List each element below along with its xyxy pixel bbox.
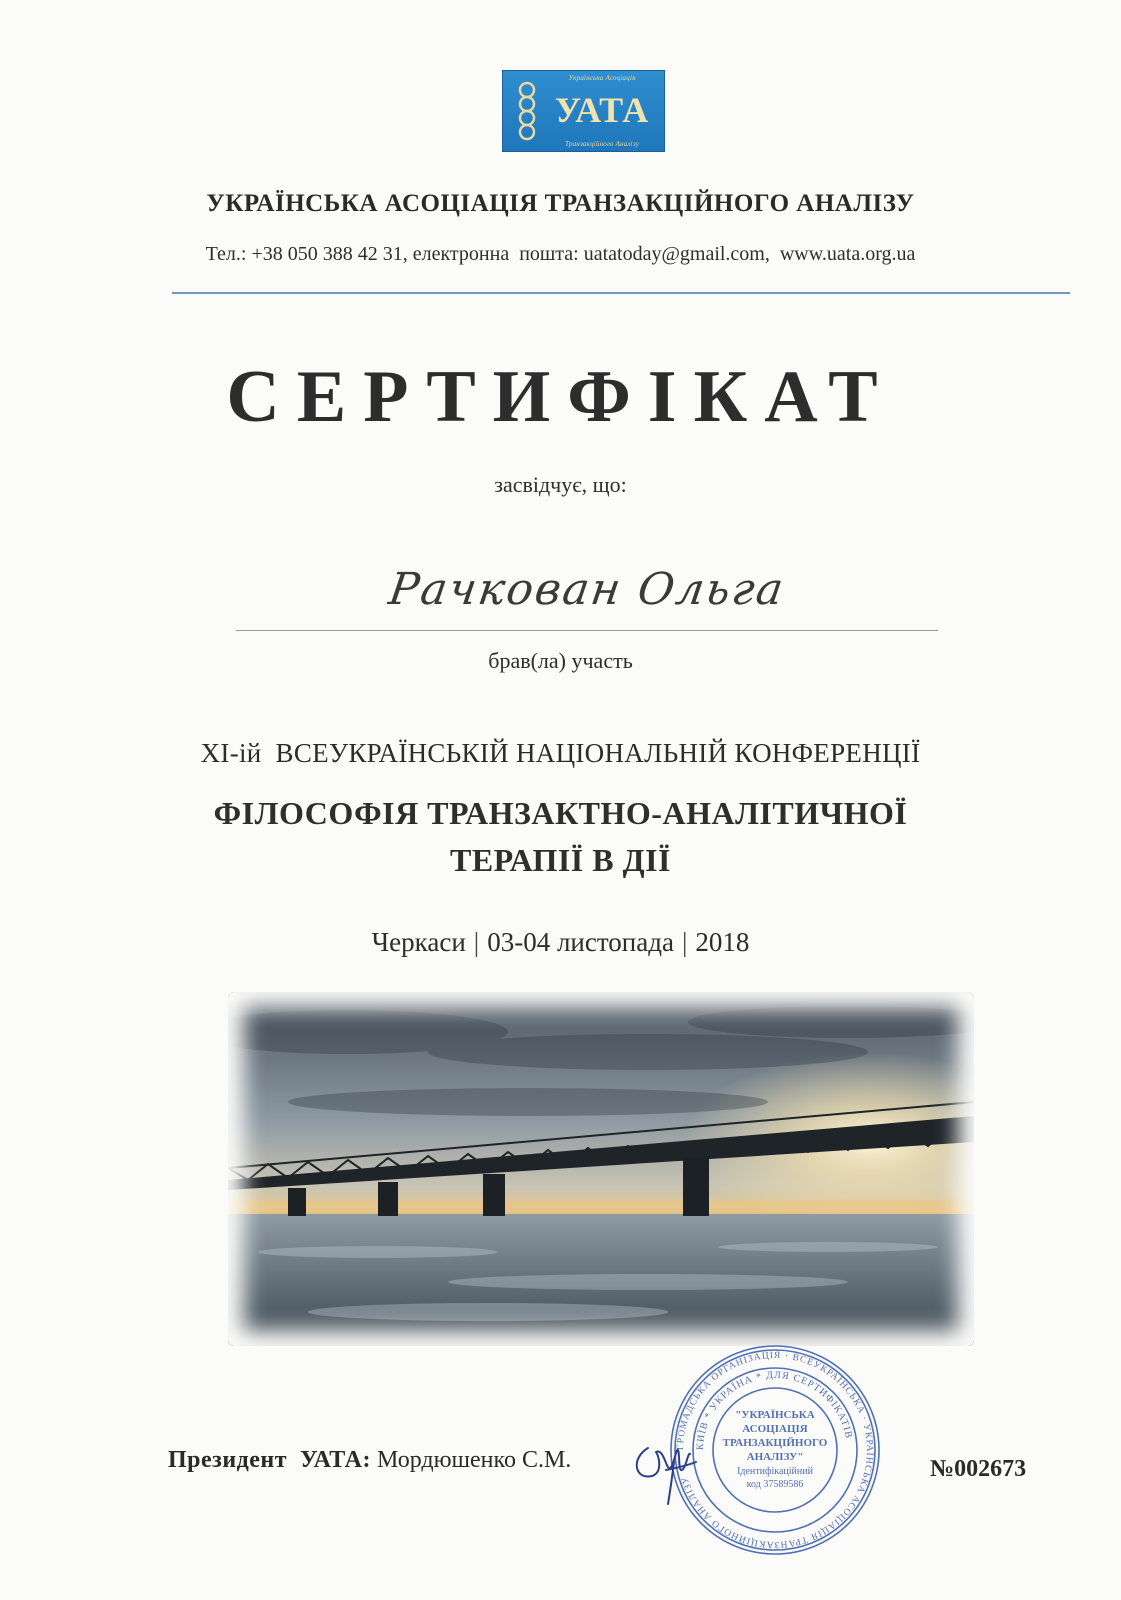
topic-line-1: ФІЛОСОФІЯ ТРАНЗАКТНО-АНАЛІТИЧНОЇ <box>213 795 908 831</box>
certificate-number: №002673 <box>930 1456 1027 1482</box>
stamp-center-2: АСОЦІАЦІЯ <box>742 1423 808 1435</box>
certifies-text: засвідчує, що: <box>494 472 627 497</box>
event-city: Черкаси <box>371 927 466 957</box>
logo-top-line: Українська Асоціація <box>568 74 636 82</box>
separator: | <box>681 927 688 957</box>
recipient-name: Рачкован Ольга <box>385 564 789 615</box>
stamp-center-5: Ідентифікаційний <box>737 1466 813 1477</box>
stamp-center-4: АНАЛІЗУ" <box>746 1451 804 1463</box>
stamp-ring-text: ГРОМАДСЬКА ОРГАНІЗАЦІЯ · ВСЕУКРАЇНСЬКА · УКРАЇНСЬКА АСОЦІАЦІЯ ТРАНЗАКЦІЙНОГО АНАЛІЗУ <box>675 1350 875 1550</box>
president-name: Мордюшенко С.М. <box>376 1447 572 1473</box>
participated-text: брав(ла) участь <box>488 648 633 673</box>
bridge-photo <box>228 992 974 1346</box>
event-dates: 03-04 листопада <box>487 927 674 957</box>
conference-ordinal: XI-ій <box>200 738 262 768</box>
logo-wordmark: УАТА <box>554 90 650 130</box>
stamp-center-3: ТРАНЗАКЦІЙНОГО <box>722 1437 828 1449</box>
event-year: 2018 <box>695 927 750 957</box>
president-signature <box>626 1418 706 1508</box>
separator: | <box>473 927 480 957</box>
header-divider <box>172 292 1070 294</box>
conference-name: ВСЕУКРАЇНСЬКІЙ НАЦІОНАЛЬНІЙ КОНФЕРЕНЦІЇ <box>275 738 921 768</box>
place-date-line <box>0 927 1121 958</box>
logo-bottom-line: Транзакційного Аналізу <box>564 140 640 148</box>
stamp-center-6: код 37589586 <box>746 1479 804 1490</box>
name-underline <box>236 630 938 631</box>
stamp-center-1: "УКРАЇНСЬКА <box>735 1409 815 1421</box>
conference-line <box>0 738 1121 769</box>
contact-line: Тел.: +38 050 388 42 31, електронна пошта: uatatoday@gmail.com, www.uata.org.ua <box>205 243 916 265</box>
uata-logo <box>502 70 665 152</box>
topic-line-2: ТЕРАПІЇ В ДІЇ <box>449 842 671 878</box>
chain-rings-icon <box>512 80 542 142</box>
president-line <box>168 1447 571 1474</box>
organization-name: УКРАЇНСЬКА АСОЦІАЦІЯ ТРАНЗАКЦІЙНОГО АНАЛІЗУ <box>206 190 915 217</box>
certificate-title: СЕРТИФІКАТ <box>226 356 895 438</box>
stamp-inner-ring-text: КИЇВ * УКРАЇНА * ДЛЯ СЕРТИФІКАТІВ <box>694 1369 855 1451</box>
president-title: Президент УАТА: <box>168 1447 371 1473</box>
